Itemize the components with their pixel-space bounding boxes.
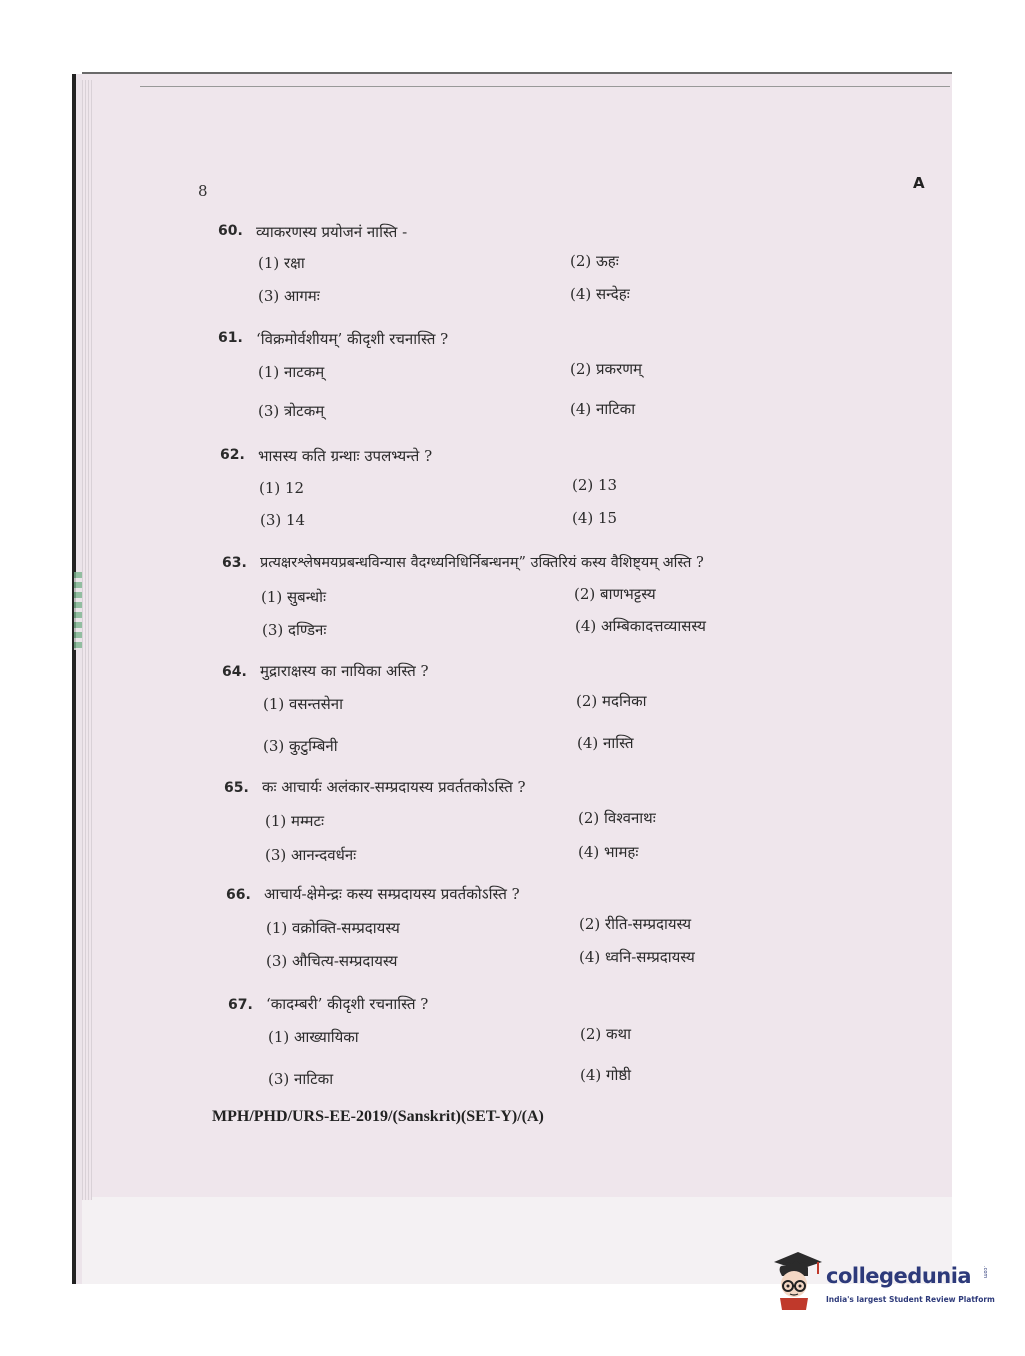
option-3: (3) दण्डिनः	[262, 621, 327, 639]
option-3: (3) आगमः	[258, 287, 320, 305]
collegedunia-logo	[770, 1250, 1000, 1312]
option-3: (3) आनन्दवर्धनः	[265, 846, 357, 864]
option-1: (1) वसन्तसेना	[263, 695, 344, 713]
option-1: (1) 12	[259, 479, 305, 497]
option-2: (2) मदनिका	[576, 692, 647, 710]
option-4: (4) सन्देहः	[570, 285, 630, 303]
option-1: (1) वक्रोक्ति-सम्प्रदायस्य	[266, 919, 400, 937]
option-3: (3) कुटुम्बिनी	[263, 737, 338, 755]
option-4: (4) ध्वनि-सम्प्रदायस्य	[579, 948, 695, 966]
question-number: 65.	[224, 780, 249, 796]
option-4: (4) 15	[572, 509, 618, 527]
option-2: (2) 13	[572, 476, 618, 494]
question-number: 60.	[218, 223, 243, 239]
option-1: (1) सुबन्धोः	[261, 588, 327, 606]
option-1: (1) मम्मटः	[265, 812, 325, 830]
question-text: मुद्राराक्षस्य का नायिका अस्ति ?	[260, 662, 429, 680]
option-1: (1) रक्षा	[258, 254, 305, 272]
option-4: (4) नाटिका	[570, 400, 636, 418]
question-number: 64.	[222, 664, 247, 680]
question-text: व्याकरणस्य प्रयोजनं नास्ति -	[256, 223, 408, 241]
set-letter: A	[913, 174, 925, 192]
option-2: (2) ऊहः	[570, 252, 619, 270]
mascot-icon	[770, 1250, 826, 1312]
option-2: (2) कथा	[580, 1025, 632, 1043]
question-number: 66.	[226, 887, 251, 903]
question-text: भासस्य कति ग्रन्थाः उपलभ्यन्ते ?	[258, 447, 433, 465]
option-3: (3) त्रोटकम्	[258, 402, 325, 420]
option-2: (2) बाणभट्टस्य	[574, 585, 656, 603]
option-4: (4) गोष्ठी	[580, 1066, 632, 1084]
option-4: (4) नास्ति	[577, 734, 634, 752]
page-stack-edge	[82, 80, 92, 1200]
brand-name: collegedunia	[826, 1264, 972, 1288]
question-number: 61.	[218, 330, 243, 346]
option-2: (2) विश्वनाथः	[578, 809, 656, 827]
question-text: ‘विक्रमोर्वशीयम्’ कीदृशी रचनास्ति ?	[256, 330, 449, 348]
option-4: (4) अम्बिकादत्तव्यासस्य	[575, 617, 706, 635]
question-number: 63.	[222, 555, 247, 571]
question-text: आचार्य-क्षेमेन्द्रः कस्य सम्प्रदायस्य प्रवर्तकोऽस्ति ?	[264, 885, 520, 903]
option-3: (3) औचित्य-सम्प्रदायस्य	[266, 952, 398, 970]
option-4: (4) भामहः	[578, 843, 639, 861]
question-text: ‘कादम्बरी’ कीदृशी रचनास्ति ?	[266, 995, 429, 1013]
paper-sheet	[82, 72, 952, 1199]
top-rule	[140, 86, 950, 87]
option-3: (3) नाटिका	[268, 1070, 334, 1088]
brand-tagline: India's largest Student Review Platform	[826, 1295, 995, 1304]
page-number: 8	[198, 182, 208, 200]
option-2: (2) प्रकरणम्	[570, 360, 643, 378]
brand-domain: .com	[982, 1266, 988, 1279]
question-text: प्रत्यक्षरश्लेषमयप्रबन्धविन्यास वैदग्ध्यनिधिर्निबन्धनम्” उक्तिरियं कस्य वैशिष्ट्यम् अस्ति ?	[260, 555, 704, 571]
exam-code: MPH/PHD/URS-EE-2019/(Sanskrit)(SET-Y)/(A)	[212, 1108, 544, 1125]
option-3: (3) 14	[260, 511, 306, 529]
scan-left-edge	[72, 74, 76, 1284]
option-2: (2) रीति-सम्प्रदायस्य	[579, 915, 692, 933]
question-text: कः आचार्यः अलंकार-सम्प्रदायस्य प्रवर्ततकोऽस्ति ?	[262, 778, 526, 796]
option-1: (1) आख्यायिका	[268, 1028, 359, 1046]
green-marker-strip	[74, 572, 82, 650]
option-1: (1) नाटकम्	[258, 363, 325, 381]
question-number: 62.	[220, 447, 245, 463]
question-number: 67.	[228, 997, 253, 1013]
